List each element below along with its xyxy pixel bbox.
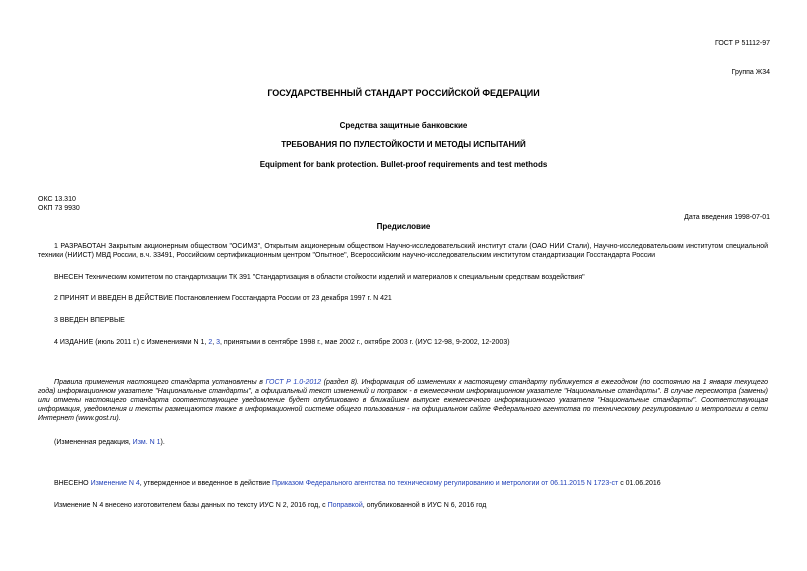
order-1723-link[interactable]: Приказом Федерального агентства по техническому регулированию и метрологии от 06.11.2015 N 1723-ст xyxy=(272,480,619,487)
vneseno-text-end: с 01.06.2016 xyxy=(618,480,661,487)
main-title: ТРЕБОВАНИЯ ПО ПУЛЕСТОЙКОСТИ И МЕТОДЫ ИСПЫТАНИЙ xyxy=(281,140,526,149)
oks-code: ОКС 13.310 xyxy=(38,196,76,203)
preface-item-2: 2 ПРИНЯТ И ВВЕДЕН В ДЕЙСТВИЕ Постановлением Госстандарта России от 23 декабря 1997 г. N 421 xyxy=(54,295,392,302)
preface-item-3: 3 ВВЕДЕН ВПЕРВЫЕ xyxy=(54,317,125,324)
change-4-link[interactable]: Изменение N 4 xyxy=(90,480,140,487)
edition-text-start: 4 ИЗДАНИЕ (июль 2011 г.) с Изменениями N 1, xyxy=(54,339,209,346)
gost-r-1-0-2012-link[interactable]: ГОСТ Р 1.0-2012 xyxy=(265,379,322,386)
doc-number: ГОСТ Р 51112-97 xyxy=(714,40,770,47)
english-title: Equipment for bank protection. Bullet-proof requirements and test methods xyxy=(259,160,548,169)
vneseno-text-start: ВНЕСЕНО xyxy=(54,480,91,487)
introduction-date: Дата введения 1998-07-01 xyxy=(684,214,770,221)
application-rules xyxy=(38,378,768,423)
correction-link[interactable]: Поправкой xyxy=(327,502,363,509)
rules-text-start: Правила применения настоящего стандарта установлены в xyxy=(54,379,266,386)
vneseno-note xyxy=(38,479,768,488)
preface-item-1: 1 РАЗРАБОТАН Закрытым акционерным обществом "ОСИМЗ", Открытым акционерным обществом Научно-исследовательский институт стали (ОАО НИИ Стали), Научно-исследовательским институтом специальной техники (НИИСТ) МВД России, в.ч. 33491, Российским сертификационным центром "Опытное", Всероссийским научно-исследовательским институтом стандартизации Госстандарта России xyxy=(38,243,768,260)
change-3-link[interactable]: 3 xyxy=(216,339,221,346)
preface-heading: Предисловие xyxy=(376,222,431,231)
rules-text-end: (раздел 8). Информация об изменениях к настоящему стандарту публикуется в ежегодном (по состоянию на 1 января текущего года) информационном указателе "Национальные стандарты", а официальный текст изменений и поправок - в ежемесячном информационном указателе "Национальные стандарты". В случае пересмотра (замены) или отмены настоящего стандарта соответствующее уведомление будет опубликовано в ближайшем выпуске ежемесячного информационного указателя "Национальные стандарты". Соответствующая информация, уведомления и тексты размещаются также в информационной системе общего пользования - на официальном сайте Федерального агентства по техническому регулированию и метрологии в сети Интернет (www.gost.ru). xyxy=(38,379,768,423)
change4-text-end: , опубликованной в ИУС N 6, 2016 год xyxy=(362,502,487,509)
edition-comma: , xyxy=(212,339,217,346)
subtitle: Средства защитные банковские xyxy=(339,121,468,130)
preface-item-vnesen: ВНЕСЕН Техническим комитетом по стандартизации ТК 391 "Стандартизация в области стойкости изделий и материалов к специальным средствам воздействия" xyxy=(54,274,585,281)
change4-text-start: Изменение N 4 внесено изготовителем базы данных по тексту ИУС N 2, 2016 год, с xyxy=(54,502,328,509)
change-2-link[interactable]: 2 xyxy=(208,339,213,346)
change-4-note xyxy=(38,501,768,510)
standard-title: ГОСУДАРСТВЕННЫЙ СТАНДАРТ РОССИЙСКОЙ ФЕДЕРАЦИИ xyxy=(267,88,540,98)
revision-note xyxy=(38,438,768,447)
change-1-link[interactable]: Изм. N 1 xyxy=(132,439,161,446)
vneseno-text-mid: , утвержденное и введенное в действие xyxy=(139,480,273,487)
preface-item-4 xyxy=(38,338,768,347)
revision-text-start: (Измененная редакция, xyxy=(54,439,133,446)
doc-group: Группа Ж34 xyxy=(731,69,770,76)
edition-text-end: , принятыми в сентябре 1998 г., мае 2002 г., октябре 2003 г. (ИУС 12-98, 9-2002, 12-2003) xyxy=(220,339,510,346)
okp-code: ОКП 73 9930 xyxy=(38,205,80,212)
revision-text-end: ). xyxy=(160,439,165,446)
